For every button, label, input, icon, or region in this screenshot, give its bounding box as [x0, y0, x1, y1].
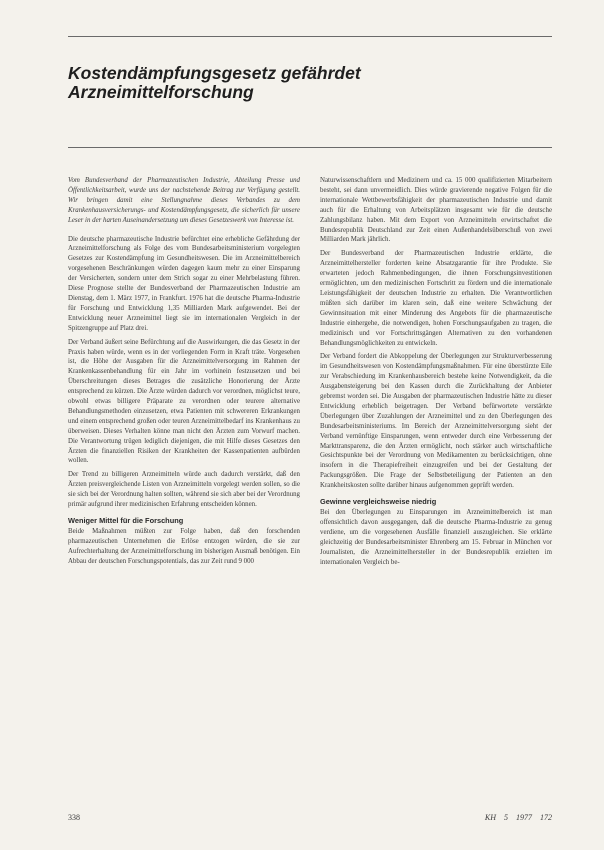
left-column — [68, 176, 300, 571]
left-paragraph-1: Die deutsche pharmazeutische Industrie befürchtet eine erhebliche Gefährdung der Arzneimittelforschung als Folge des vom Bundesarbeitsministerium vorgelegten Gesetzes zur Kostendämpfung im Gesundheitswesen. Die im Arzneimittelbereich vorgesehenen Beschränkungen würden dagegen kaum mehr zu einer Einsparung der Versicherten, sondern unter dem Strich sogar zu einer Mehrbelastung führen. Diese Prognose stellte der Bundesverband der Pharmazeutischen Industrie am Dienstag, dem 1. März 1977, in Frankfurt. 1976 hat die deutsche Pharma-Industrie für Forschung und Entwicklung 1,35 Milliarden Mark aufgewendet. Bei der Entwicklung neuer Arzneimittel liegt sie im internationalen Vergleich in der Spitzengruppe auf Platz drei. — [68, 235, 300, 332]
left-paragraph-4: Beide Maßnahmen müßten zur Folge haben, daß den forschenden pharmazeutischen Unternehmen die Erlöse entzogen würden, die sie zur Aufrechterhaltung der Arzneimittelforschung im bisherigen Ausmaß benötigen. Ein Abbau der deutschen Forschungspotentials, das zur Zeit rund 9 000 — [68, 528, 300, 565]
journal-page: 172 — [540, 813, 552, 822]
journal-name: KH 5 — [484, 813, 508, 822]
intro-paragraph: Vom Bundesverband der Pharmazeutischen Industrie, Abteilung Presse und Öffentlichkeitsarbeit, wurde uns der nachstehende Beitrag zur Verfügung gestellt. Wir bringen damit eine Stellungnahme dieses Verbandes zu dem Krankenhausversicherungs- und Kostendämpfungsgesetz, die sicherlich für unsere Leser in der harten Auseinandersetzung um dieses Gesetzeswerk von Interesse ist. — [68, 177, 300, 224]
journal-reference — [464, 813, 552, 822]
right-paragraph-2: Der Bundesverband der Pharmazeutischen Industrie erklärte, die Arzneimittelhersteller forderten keine Absatzgarantie für ihre Produkte. Sie erwarteten jedoch Rahmenbedingungen, die ihnen Forschungsinvestitionen ermöglichten, um den medizinischen Fortschritt zu fördern und die internationale Leistungsfähigkeit der deutschen Industrie zu erhalten. Die Verantwortlichen müßten sich darüber im klaren sein, daß eine weitere Schwächung der Gewinnsituation mit einer Minderung des Angebots für die pharmazeutische Industrie einhergehe, die notwendigen, hohen Forschungsaufgaben zu tragen, die medizinisch und vor Fortschrittsgängen Alternativen zu den vorhandenen Behandlungsmöglichkeiten zu entwickeln. — [320, 250, 552, 347]
right-paragraph-4: Bei den Überlegungen zu Einsparungen im Arzneimittelbereich ist man offensichtlich davon ausgegangen, daß die deutsche Pharma-Industrie zu genug verdiene, um die vorgesehenen Ausfälle finanziell auszugleichen. Sie erklärte gleichzeitig der Bundesarbeitsminister Ehrenberg am 15. Februar in München vor Journalisten, die Arzneimittelhersteller in der Bundesrepublik erzielten im internationalen Vergleich be- — [320, 509, 552, 566]
left-paragraph-2: Der Verband äußert seine Befürchtung auf die Auswirkungen, die das Gesetz in der Praxis haben würde, wenn es in der vorliegenden Form in Kraft träte. Vorgesehen ist, die Höhe der Ausgaben für die Arzneimittelversorgung im Rahmen der Krankenkassenbehandlung für ein Jahr im vorhinein festzusetzen und bei Überschreitungen dieses Betrages die zusätzliche Honorierung der Ärzte entsprechend zu kürzen. Die Ärzte würden dadurch vor verordnen, möglichst teure, obwohl etwas billigere Präparate zu verordnen oder teurere alternative Behandlungsmethoden einzusetzen, etwa Patienten mit schwereren Erkrankungen und einem entsprechend großen oder teuren Arzneimittelbedarf ins Krankenhaus zu überweisen. Dieses Verhalten könne man nicht den Ärzten zum Vorwurf machen. Die Verantwortung trügen lediglich diejenigen, die mit Hilfe dieses Gesetzes den Ärzten die finanziellen Risiken der Krankheiten der Kassenpatienten aufbürden wollen. — [68, 338, 300, 465]
title-line-1: Kostendämpfungsgesetz gefährdet — [68, 63, 361, 83]
right-paragraph-1: Naturwissenschaftlern und Medizinern und ca. 15 000 qualifizierten Mitarbeitern besteht, sei dann unvermeidlich. Dies würde gravierende negative Folgen für die internationale Wettbewerbsfähigkeit der pharmazeutischen Industrie und damit auch für die Erhaltung von Arbeitsplätzen insgesamt wie für die deutsche Zahlungsbilanz haben. Mit dem Export von Arzneimitteln erwirtschaftet die Bundesrepublik Deutschland zur Zeit einen Außenhandelsüberschuß von zwei Milliarden Mark jährlich. — [320, 177, 552, 244]
right-paragraph-3: Der Verband fordert die Abkoppelung der Überlegungen zur Strukturverbesserung im Gesundheitswesen von Kostendämpfungsmaßnahmen. Für eine überstürzte Eile zur Verabschiedung im Krankenhausbereich bestehe keine Notwendigkeit, da die Ausgabensteigerung bei den Kassen durch die Zurückhaltung der Anbieter gebremst worden sei. Die Ausgaben der pharmazeutischen Industrie hätte zu dieser Entwicklung erheblich beigetragen. Der Verband befürwortete verstärkte Überlegungen über Zuzahlungen der Arzneimittel und zu den Überlegungen des Bundesarbeitsministeriums. Im Bereich der Arzneimittelversorgung sieht der Verband vernünftige Einsparungen, wenn entweder durch eine Verbesserung der Markttransparenz, die den Ärzten ermöglicht, noch stärker auch wirtschaftliche Gesichtspunkte bei der Verordnung von Medikamenten zu berücksichtigen, ohne insofern in die Therapiefreiheit einzugreifen und bei der Gestaltung der Packungsgrößen. Die Frage der Selbstbeteiligung der Patienten an den Krankheitskosten sollte darüber hinaus aufgenommen geprüft werden. — [320, 353, 552, 490]
title-rule — [68, 147, 552, 148]
article-title — [68, 64, 548, 102]
journal-year: 1977 — [516, 813, 532, 822]
section-heading-forschung: Weniger Mittel für die Forschung — [68, 516, 184, 525]
title-line-2: Arzneimittelforschung — [68, 82, 254, 102]
section-heading-gewinne: Gewinne vergleichsweise niedrig — [320, 497, 437, 507]
page-number: 338 — [68, 813, 80, 822]
top-rule — [68, 36, 552, 37]
right-column — [320, 176, 552, 572]
left-paragraph-3: Der Trend zu billigeren Arzneimitteln würde auch dadurch verstärkt, daß den Ärzten preisvergleichende Listen von Arzneimitteln vorgelegt werden sollen, so die sie sich bei der Verordnung halten sollten, während sie sich aber bei der Verordnung primär aufgrund ihrer medizinischen Erfahrung entscheiden können. — [68, 471, 300, 509]
